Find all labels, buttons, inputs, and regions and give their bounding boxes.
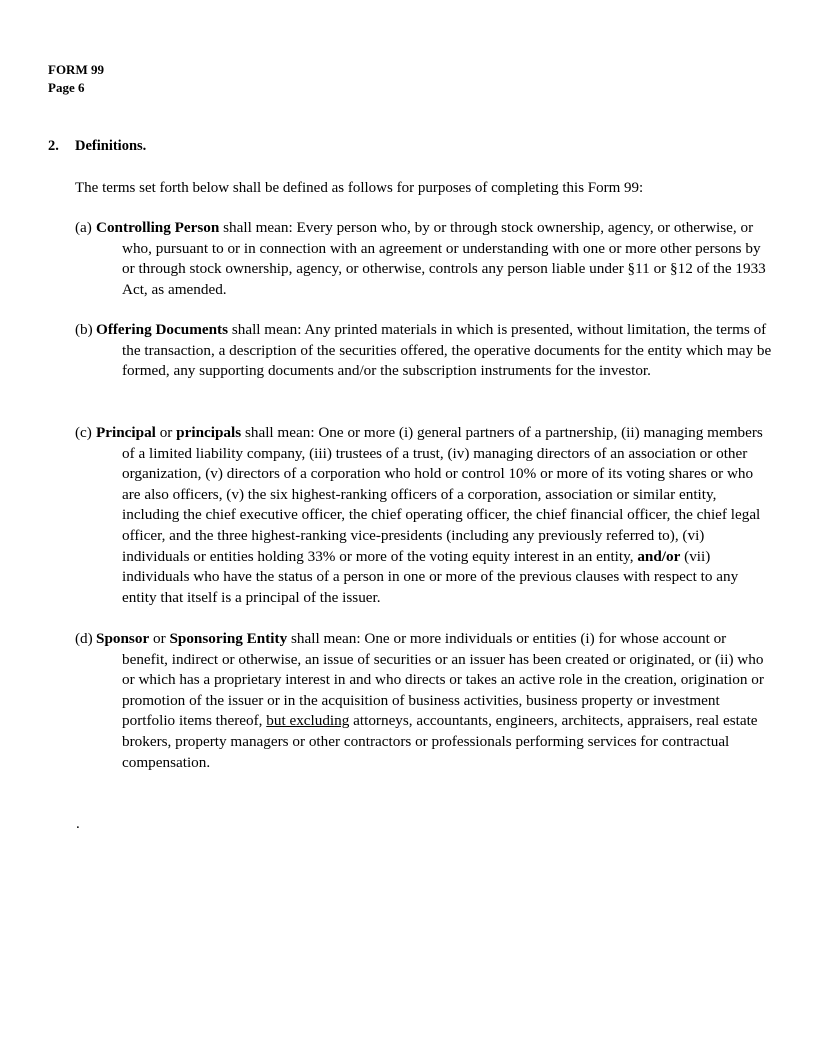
definition-label: (d): [75, 630, 93, 647]
defined-term-alt: principals: [176, 424, 242, 441]
form-number: FORM 99: [48, 62, 104, 77]
trailing-period: .: [76, 816, 80, 832]
underlined-exclusion: but excluding: [266, 712, 350, 730]
section-heading: [48, 137, 146, 155]
definition-offering-documents: [75, 320, 775, 382]
section-title: Definitions.: [75, 138, 147, 154]
term-connector: or: [149, 630, 170, 647]
definition-text: shall mean: Every person who, by or through stock ownership, agency, or otherwise, or who, pursuant to or in connection with an agreement or understanding with one or more other persons by or through stock ownership, agency, or otherwise, controls any person liable under §11 or §12 of the 1933 Act, as amended.: [122, 219, 766, 298]
definition-label: (a): [75, 219, 92, 236]
definition-principal: [75, 423, 775, 608]
definition-text: shall mean: One or more (i) general partners of a partnership, (ii) managing members of a limited liability company, (iii) trustees of a trust, (iv) managing directors of an association or other organization, (v) directors of a corporation who hold or control 10% or more of its voting shares or who are also officers, (v) the six highest-ranking officers of a corporation, association or similar entity, including the chief executive officer, the chief operating officer, the chief financial officer, the chief legal officer, and the three highest-ranking vice-presidents (including any previously referred to), (vi) individuals or entities holding 33% or more of the voting equity interest in an entity,: [122, 424, 763, 565]
defined-term-alt: Sponsoring Entity: [169, 630, 288, 647]
emphasis-and-or: and/or: [637, 547, 681, 565]
definition-label: (c): [75, 424, 92, 441]
definition-controlling-person: [75, 218, 775, 300]
definition-text-continued: (vii) individuals who have the status of a person in one or more of the previous clauses with respect to any entity that itself is a principal of the issuer.: [122, 547, 739, 606]
intro-paragraph: The terms set forth below shall be defined as follows for purposes of completing this Form 99:: [75, 180, 644, 196]
definition-text-continued: attorneys, accountants, engineers, architects, appraisers, real estate brokers, property managers or other contractors or professionals performing services for contractual compensation.: [122, 712, 758, 771]
section-number: 2.: [48, 138, 59, 154]
defined-term: Sponsor: [96, 630, 150, 647]
defined-term: Offering Documents: [96, 321, 229, 338]
definition-label: (b): [75, 321, 93, 338]
defined-term: Principal: [96, 424, 156, 441]
page-number: Page 6: [48, 80, 85, 95]
term-connector: or: [155, 424, 177, 441]
definition-text: shall mean: Any printed materials in which is presented, without limitation, the terms of the transaction, a description of the securities offered, the operative documents for the entity which may be formed, any supporting documents and/or the subscription instruments for the investor.: [122, 321, 772, 380]
definition-sponsor: [75, 629, 775, 773]
defined-term: Controlling Person: [96, 219, 220, 236]
definition-text: shall mean: One or more individuals or entities (i) for whose account or benefit, indirect or otherwise, an issue of securities or an issuer has been created or originated, or (ii) who or which has a proprietary interest in and who directs or takes an active role in the creation, origination or promotion of the issuer or in the acquisition of business activities, business property or investment portfolio items thereof,: [122, 630, 764, 730]
